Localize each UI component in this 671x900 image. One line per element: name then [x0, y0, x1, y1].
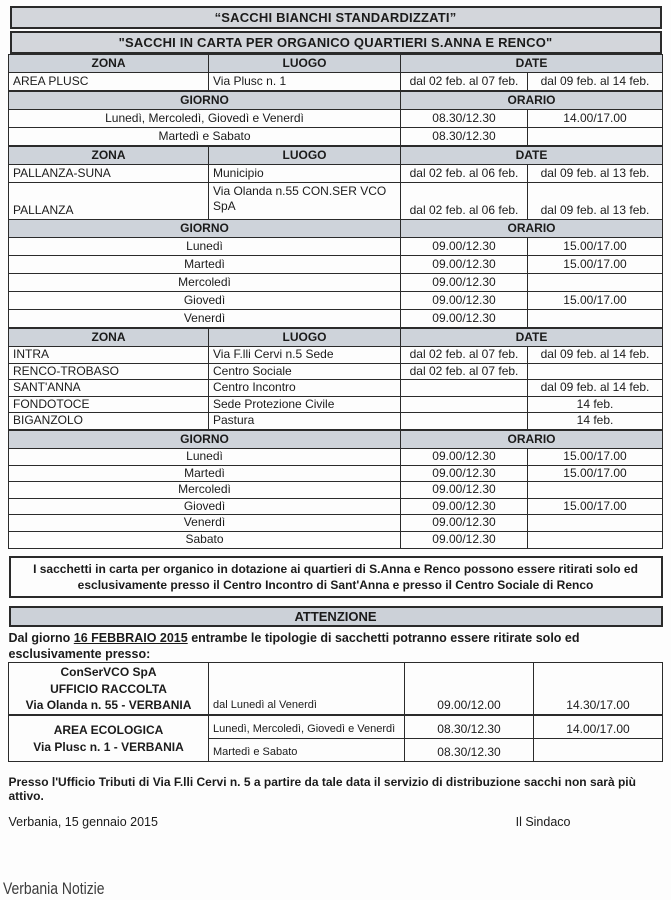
- orario-cell: [528, 274, 663, 292]
- table-row: [9, 413, 663, 430]
- table-row: [9, 238, 663, 256]
- table-row: [9, 274, 663, 292]
- date-cell: 14 feb.: [528, 413, 663, 430]
- orario-cell: 08.30/12.30: [405, 716, 534, 739]
- table-row: [9, 256, 663, 274]
- attention-intro: [9, 631, 663, 662]
- table-row: [9, 380, 663, 397]
- giorno-cell: Venerdì: [8, 515, 400, 532]
- date-cell: dal 02 feb. al 07 feb.: [401, 363, 528, 380]
- giorno-cell: Lunedì: [8, 448, 400, 465]
- area-plusc-schedule-table: [8, 91, 663, 146]
- orario-cell: 08.30/12.30: [405, 739, 534, 762]
- zona-header: ZONA: [9, 147, 209, 165]
- date-cell: [528, 363, 663, 380]
- signature: Il Sindaco: [515, 815, 571, 830]
- orario-cell: 09.00/12.30: [401, 448, 528, 465]
- table-row: [8, 515, 662, 532]
- date-header: DATE: [401, 329, 663, 347]
- orario-cell: [528, 310, 663, 328]
- pickup-name-line: UFFICIO RACCOLTA: [50, 681, 167, 696]
- date-cell: dal 09 feb. al 13 feb.: [528, 165, 663, 183]
- date-cell: dal 02 feb. al 06 feb.: [401, 165, 528, 183]
- place-date: Verbania, 15 gennaio 2015: [8, 815, 158, 830]
- table-header-row: [9, 147, 663, 165]
- date-header: DATE: [401, 55, 663, 73]
- orario-cell: 09.00/12.30: [401, 274, 528, 292]
- giorno-cell: Sabato: [8, 531, 400, 548]
- table-row: [9, 347, 663, 364]
- table-row: [9, 363, 663, 380]
- date-cell: 14 feb.: [528, 396, 663, 413]
- giorno-cell: Giovedì: [9, 292, 401, 310]
- date-cell: [401, 396, 528, 413]
- table-row: [8, 448, 662, 465]
- table-row: [9, 663, 663, 715]
- date-cell: dal 02 feb. al 06 feb.: [401, 183, 528, 220]
- orario-cell: 09.00/12.30: [401, 256, 528, 274]
- zona-header: ZONA: [9, 329, 209, 347]
- orario-cell: 15.00/17.00: [528, 238, 663, 256]
- intra-schedule-table: [8, 430, 663, 549]
- zona-cell: PALLANZA: [9, 183, 209, 220]
- zona-cell: RENCO-TROBASO: [9, 363, 209, 380]
- attention-intro-prefix: Dal giorno: [8, 630, 74, 645]
- table-header-row: [9, 329, 663, 347]
- orario-cell: 09.00/12.30: [401, 310, 528, 328]
- conservco-table: [8, 662, 663, 715]
- luogo-cell: Sede Protezione Civile: [209, 396, 401, 413]
- date-cell: dal 09 feb. al 14 feb.: [528, 347, 663, 364]
- giorno-cell: Lunedì: [9, 238, 401, 256]
- giorno-cell: Lunedì, Mercoledì, Giovedì e Venerdì: [209, 716, 405, 739]
- date-cell: dal 09 feb. al 14 feb.: [528, 73, 663, 91]
- orario-cell: 15.00/17.00: [528, 292, 663, 310]
- orario-cell: 09.00/12.30: [401, 531, 528, 548]
- table-header-row: [9, 220, 663, 238]
- orario-cell: [528, 128, 663, 146]
- giorno-header: GIORNO: [8, 92, 400, 110]
- date-cell: dal 09 feb. al 13 feb.: [528, 183, 663, 220]
- giorno-cell: dal Lunedì al Venerdì: [209, 663, 405, 715]
- giorno-cell: Martedì e Sabato: [209, 739, 405, 762]
- orario-cell: 14.30/17.00: [534, 663, 663, 715]
- note-box: I sacchetti in carta per organico in dotazione ai quartieri di S.Anna e Renco possono essere ritirati solo ed esclusivamente presso il Centro Incontro di Sant'Anna e presso il Centro Sociale di Renco: [9, 556, 663, 598]
- table-row: [9, 716, 663, 739]
- giorno-cell: Martedì: [8, 465, 400, 482]
- pallanza-table: [8, 146, 663, 328]
- date-cell: [401, 413, 528, 430]
- orario-cell: 08.30/12.30: [401, 110, 528, 128]
- luogo-cell: Centro Sociale: [209, 363, 401, 380]
- orario-cell: [528, 482, 663, 499]
- area-ecologica-table: [8, 715, 663, 762]
- area-plusc-table: [8, 54, 663, 91]
- table-row: [8, 465, 662, 482]
- table-header-row: [8, 430, 662, 448]
- attention-intro-suffix: entrambe le tipologie di sacchetti potranno essere ritirate solo ed esclusivamente presso:: [8, 630, 580, 661]
- table-row: [9, 73, 663, 91]
- table-row: [8, 482, 662, 499]
- zona-cell: INTRA: [9, 347, 209, 364]
- giorno-header: GIORNO: [9, 220, 401, 238]
- luogo-header: LUOGO: [209, 147, 401, 165]
- table-row: [8, 531, 662, 548]
- giorno-cell: Mercoledì: [9, 274, 401, 292]
- luogo-cell: Centro Incontro: [209, 380, 401, 397]
- table-row: [9, 165, 663, 183]
- table-row: [8, 498, 662, 515]
- luogo-header: LUOGO: [209, 329, 401, 347]
- date-cell: dal 02 feb. al 07 feb.: [401, 347, 528, 364]
- pickup-name-line: AREA ECOLOGICA: [53, 723, 164, 738]
- pickup-name-line: Via Olanda n. 55 - VERBANIA: [25, 697, 192, 712]
- intra-table: [8, 328, 663, 430]
- table-row: [9, 310, 663, 328]
- zona-header: ZONA: [9, 55, 209, 73]
- orario-cell: [534, 739, 663, 762]
- table-row: [8, 110, 662, 128]
- doc-title-line2: "SACCHI IN CARTA PER ORGANICO QUARTIERI S.ANNA E RENCO": [10, 31, 662, 54]
- date-cell: dal 09 feb. al 14 feb.: [528, 380, 663, 397]
- giorno-cell: Martedì e Sabato: [8, 128, 400, 146]
- orario-cell: 14.00/17.00: [534, 716, 663, 739]
- giorno-cell: Mercoledì: [8, 482, 400, 499]
- luogo-cell: Via F.lli Cervi n.5 Sede: [209, 347, 401, 364]
- table-row: [9, 396, 663, 413]
- zona-cell: BIGANZOLO: [9, 413, 209, 430]
- orario-cell: 09.00/12.30: [401, 465, 528, 482]
- orario-cell: 09.00/12.30: [401, 498, 528, 515]
- orario-cell: 15.00/17.00: [528, 256, 663, 274]
- attention-intro-date: 16 FEBBRAIO 2015: [73, 630, 188, 645]
- orario-cell: 09.00/12.30: [401, 515, 528, 532]
- zona-cell: SANT'ANNA: [9, 380, 209, 397]
- orario-header: ORARIO: [401, 220, 663, 238]
- orario-cell: 15.00/17.00: [528, 465, 663, 482]
- orario-cell: 09.00/12.30: [401, 238, 528, 256]
- giorno-cell: Martedì: [9, 256, 401, 274]
- luogo-cell: Via Plusc n. 1: [209, 73, 401, 91]
- giorno-cell: Venerdì: [9, 310, 401, 328]
- orario-cell: 15.00/17.00: [528, 448, 663, 465]
- pickup-name-cell: [9, 663, 209, 715]
- luogo-cell: Pastura: [209, 413, 401, 430]
- orario-cell: 09.00/12.30: [401, 292, 528, 310]
- attention-banner: ATTENZIONE: [9, 606, 663, 627]
- doc-title-line1: “SACCHI BIANCHI STANDARDIZZATI”: [10, 6, 662, 29]
- luogo-cell: Via Olanda n.55 CON.SER VCO SpA: [209, 183, 401, 220]
- table-row: [9, 292, 663, 310]
- orario-cell: 09.00/12.30: [401, 482, 528, 499]
- orario-cell: 09.00/12.00: [405, 663, 534, 715]
- zona-cell: PALLANZA-SUNA: [9, 165, 209, 183]
- orario-cell: 14.00/17.00: [528, 110, 663, 128]
- giorno-cell: Lunedì, Mercoledì, Giovedì e Venerdì: [8, 110, 400, 128]
- tributi-note: Presso l'Ufficio Tributi di Via F.lli Cervi n. 5 a partire da tale data il servizio di distribuzione sacchi non sarà più attivo.: [8, 775, 636, 804]
- luogo-cell: Municipio: [209, 165, 401, 183]
- date-cell: dal 02 feb. al 07 feb.: [401, 73, 528, 91]
- table-header-row: [8, 92, 662, 110]
- date-header: DATE: [401, 147, 663, 165]
- table-row: [8, 128, 662, 146]
- zona-cell: AREA PLUSC: [9, 73, 209, 91]
- watermark: Verbania Notizie: [3, 879, 105, 898]
- table-row: [9, 183, 663, 220]
- orario-cell: [528, 515, 663, 532]
- date-cell: [401, 380, 528, 397]
- pickup-name-line: ConSerVCO SpA: [60, 665, 157, 680]
- giorno-cell: Giovedì: [8, 498, 400, 515]
- pickup-name-line: Via Plusc n. 1 - VERBANIA: [33, 739, 184, 754]
- orario-header: ORARIO: [401, 430, 663, 448]
- orario-cell: [528, 531, 663, 548]
- footer-row: [9, 815, 663, 829]
- table-header-row: [9, 55, 663, 73]
- luogo-header: LUOGO: [209, 55, 401, 73]
- orario-cell: 15.00/17.00: [528, 498, 663, 515]
- orario-header: ORARIO: [401, 92, 663, 110]
- zona-cell: FONDOTOCE: [9, 396, 209, 413]
- giorno-header: GIORNO: [8, 430, 400, 448]
- orario-cell: 08.30/12.30: [401, 128, 528, 146]
- pickup-name-cell: [9, 716, 209, 762]
